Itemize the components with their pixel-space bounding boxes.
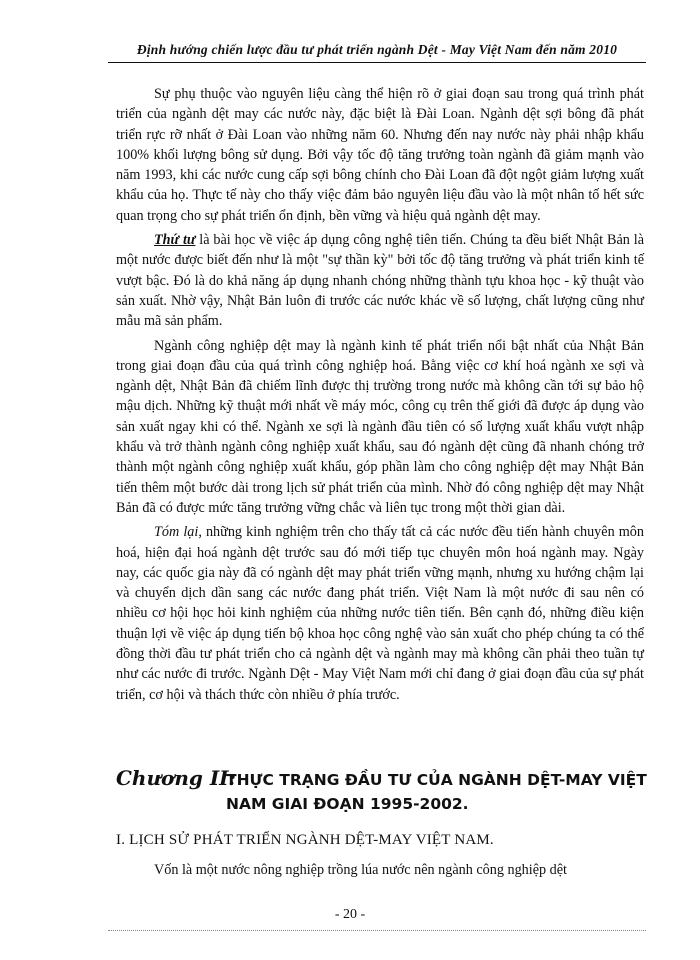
- paragraph-vietnam-history: Vốn là một nước nông nghiệp trồng lúa nước nên ngành công nghiệp dệt: [154, 862, 567, 878]
- section-heading: I. LỊCH SỬ PHÁT TRIỂN NGÀNH DỆT-MAY VIỆT NAM.: [116, 832, 494, 848]
- chapter-heading: [116, 766, 656, 814]
- paragraph-text: là bài học về việc áp dụng công nghệ tiên tiến. Chúng ta đều biết Nhật Bản là một nước được biết đến như là một "sự thần kỳ" bởi tốc độ tăng trưởng và phát triển kinh tế vượt bậc. Đó là do khả năng áp dụng nhanh chóng những thành tựu khoa học - kỹ thuật vào sản xuất. Nhờ vậy, Nhật Bản luôn đi trước các nước khác về số lượng, chất lượng cũng như mẫu mã sản phẩm.: [116, 232, 644, 330]
- paragraph-dependence-on-materials: Sự phụ thuộc vào nguyên liệu càng thể hiện rõ ở giai đoạn sau trong quá trình phát triển của ngành dệt may các nước này, đặc biệt là Đài Loan. Ngành dệt sợi bông đã phát triển rực rỡ nhất ở Đài Loan vào những năm 60. Nhưng đến nay nước này phải nhập khẩu 100% khối lượng bông sử dụng. Bởi vậy tốc độ tăng trưởng toàn ngành đã giảm mạnh vào năm 1993, khi các nước cung cấp sợi bông chính cho Đài Loan đã đột ngột giảm lượng xuất khẩu của họ. Thực tế này cho thấy việc đảm bảo nguyên liệu đầu vào là một nhân tố hết sức quan trọng cho sự phát triển ổn định, bền vững và hiệu quả ngành dệt may.: [116, 86, 644, 224]
- page-number: - 20 -: [334, 907, 366, 922]
- paragraph-summary: [116, 522, 644, 705]
- paragraph-lead-summary: Tóm lại: [154, 524, 199, 541]
- body-text: [116, 84, 644, 709]
- footer-divider: [108, 930, 646, 931]
- body-text-continued: [116, 860, 644, 884]
- chapter-label: Chương II:: [116, 766, 236, 790]
- paragraph-japan-industry: Ngành công nghiệp dệt may là ngành kinh tế phát triển nổi bật nhất của Nhật Bản trong giai đoạn đầu của quá trình công nghiệp hoá. Bằng việc cơ khí hoá ngành xe sợi và ngành dệt, Nhật Bản đã chiếm lĩnh được thị trường trong nước mà không cần tới sự bảo hộ mậu dịch. Những kỹ thuật mới nhất về máy móc, công cụ trên thế giới đã được áp dụng vào sản xuất ngay khi có thể. Ngành xe sợi là ngành đầu tiên có số lượng xuất khẩu vượt nhập khẩu và trở thành ngành công nghiệp xuất khẩu, sau đó ngành dệt cũng đã nhanh chóng trở thành một ngành công nghiệp xuất khẩu, góp phần làm cho công nghiệp dệt may Nhật Bản tiến thêm một bước dài trong lịch sử phát triển của mình. Nhờ đó công nghiệp dệt may Nhật Bản đã có được mức tăng trưởng vững chắc và liên tục trong một thời gian dài.: [116, 337, 644, 516]
- paragraph-lead-fourth: Thứ tư: [154, 232, 196, 249]
- chapter-title: THỰC TRẠNG ĐẦU TƯ CỦA NGÀNH DỆT-MAY VIỆT NAM GIAI ĐOẠN 1995-2002.: [226, 771, 647, 813]
- header-divider: [108, 62, 646, 63]
- paragraph-text: , những kinh nghiệm trên cho thấy tất cả các nước đều tiến hành chuyên môn hoá, hiện đại hoá ngành dệt trước sau đó mới tiếp tục chuyên môn hoá ngành may. Ngày nay, các quốc gia này đã có ngành dệt may phát triển vững mạnh, nhưng xu hướng chậm lại và chuyển dịch dần sang các nước đang phát triển. Việt Nam là một nước đi sau nên có nhiều cơ hội học hỏi kinh nghiệm của những nước tiên tiến. Bên cạnh đó, những điều kiện thuận lợi về việc áp dụng tiến bộ khoa học công nghệ vào sản xuất cho phép chúng ta có thể đồng thời đầu tư phát triển cho cả ngành dệt và ngành may mà không cần phải theo tuần tự như các nước đi trước. Ngành Dệt - May Việt Nam mới chỉ đang ở giai đoạn đầu của sự phát triển, cơ hội và thách thức còn nhiều ở phía trước.: [116, 524, 644, 703]
- paragraph-technology-lesson: [116, 230, 644, 331]
- running-header: Định hướng chiến lược đầu tư phát triển ngành Dệt - May Việt Nam đến năm 2010: [136, 42, 618, 57]
